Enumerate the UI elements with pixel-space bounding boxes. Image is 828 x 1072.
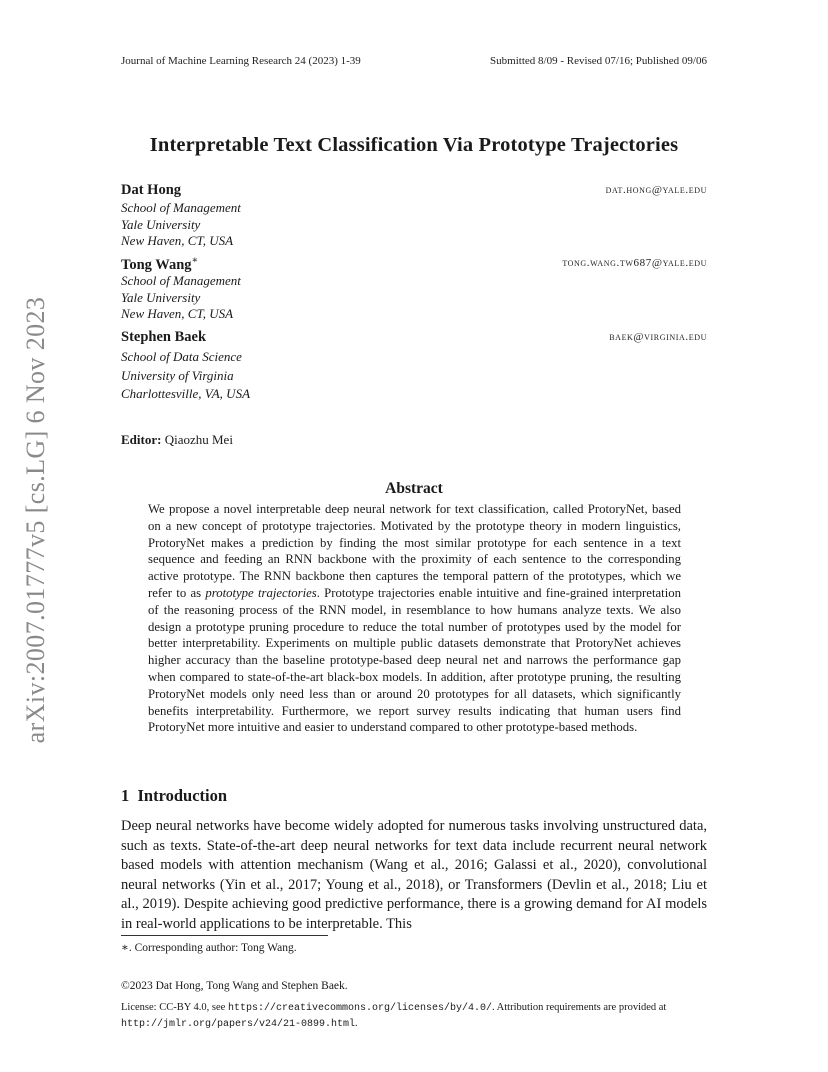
author-name [121,182,181,199]
author-email[interactable]: dat.hong@yale.edu [605,184,707,196]
editor-line [121,432,233,448]
license-link[interactable]: https://creativecommons.org/licenses/by/4.0/ [227,1003,492,1014]
affiliation-line: Yale University [121,289,201,305]
abstract-emphasis: prototype trajectories [205,585,317,600]
author-email[interactable]: tong.wang.tw687@yale.edu [562,257,707,269]
footnote-rule [121,935,328,936]
author-name-text: Stephen Baek [121,329,207,345]
affiliation-line: School of Management [121,200,241,215]
license-text [121,1000,707,1032]
author-affiliation [121,273,241,323]
section-body: Deep neural networks have become widely adopted for numerous tasks involving unstructured data, such as texts. State-of-the-art deep neural networks for text data include recurrent neural network based models with attention mechanism (Wang et al., 2016; Galassi et al., 2020), convolutional neural networks (Yin et al., 2017; Young et al., 2018), or Transformers (Devlin et al., 2018; Liu et al., 2019). Despite achieving good predictive performance, there is a growing demand for AI models in real-world applications to be interpretable. This [121,818,707,932]
abstract-part: . Prototype trajectories enable intuitive and fine-grained interpretation of the reasoning process of the RNN model, in resemblance to how humans analyze texts. We also design a prototype pruning procedure to reduce the total number of prototypes used by the model for better interpretability. Experiments on multiple public datasets demonstrate that ProtoryNet achieves higher accuracy than the baseline prototype-based deep neural net and narrows the performance gap when compared to state-of-the-art black-box models. In addition, after prototype pruning, the resulting ProtoryNet models only need less than or around 20 prototypes for all datasets, which significantly benefits interpretability. Furthermore, we report survey results indicating that human users find ProtoryNet more intuitive and easier to understand compared to other prototype-based methods. [148,585,681,735]
editor-label: Editor: [121,432,162,447]
affiliation-line: Charlottesville, VA, USA [121,386,251,401]
affiliation-line: School of Data Science [121,349,242,364]
paper-link[interactable]: http://jmlr.org/papers/v24/21-0899.html [121,1019,356,1030]
author-affiliation [121,200,241,250]
affiliation-line: Yale University [121,216,201,232]
author-affiliation [121,348,250,404]
footnote-marker: ∗ [191,255,199,266]
license-middle: . Attribution requirements are provided at [491,1002,667,1013]
license-suffix: . [355,1018,358,1029]
author-name [121,255,198,274]
journal-header: Journal of Machine Learning Research 24 (2023) 1-39 [121,55,361,67]
affiliation-line: New Haven, CT, USA [121,233,234,248]
author-name [121,329,206,346]
paper-title: Interpretable Text Classification Via Prototype Trajectories [149,134,679,156]
abstract-text [148,501,681,736]
editor-name: Qiaozhu Mei [164,432,233,447]
author-name-text: Dat Hong [121,182,182,198]
affiliation-line: School of Management [121,273,241,288]
section-heading: 1 Introduction [121,786,228,805]
submission-dates: Submitted 8/09 - Revised 07/16; Published 09/06 [490,55,707,67]
arxiv-stamp-text: arXiv:2007.01777v5 [cs.LG] 6 Nov 2023 [21,296,50,744]
abstract-part: We propose a novel interpretable deep neural network for text classification, called ProtoryNet, based on a new concept of prototype trajectories. Motivated by the prototype theory in modern linguistics, ProtoryNet makes a prediction by finding the most similar prototype for each sentence in a text sequence and feeding an RNN backbone with the proximity of each sentence to the corresponding active prototype. The RNN backbone then captures the temporal pattern of the prototypes, which we refer to as [148,502,681,600]
abstract-heading: Abstract [385,480,443,497]
affiliation-line: University of Virginia [121,367,234,383]
footnote: ∗. Corresponding author: Tong Wang. [121,942,297,954]
author-name-text: Tong Wang [121,256,192,273]
license-prefix: License: CC-BY 4.0, see [121,1002,228,1013]
author-email[interactable]: baek@virginia.edu [609,331,707,343]
copyright-line: ©2023 Dat Hong, Tong Wang and Stephen Baek. [121,980,348,992]
affiliation-line: New Haven, CT, USA [121,306,234,321]
